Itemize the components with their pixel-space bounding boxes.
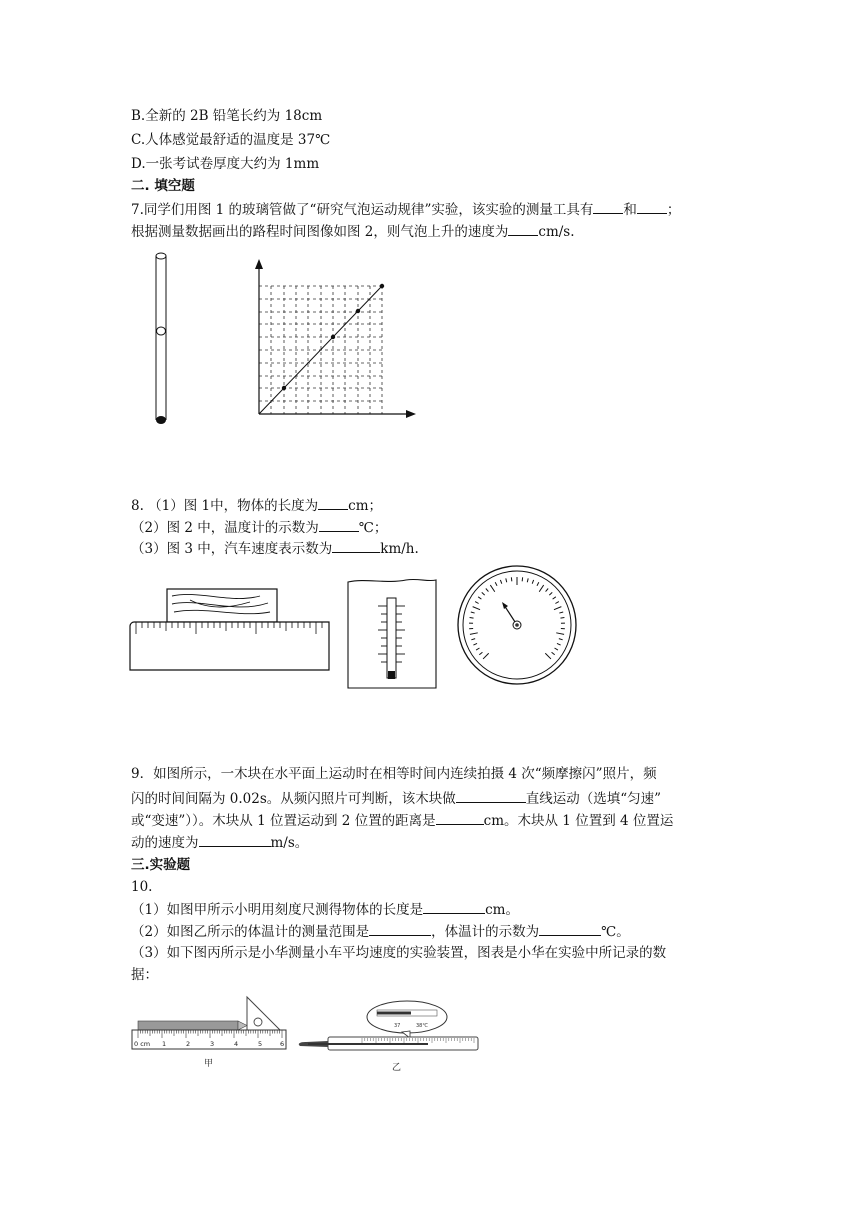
dial-tick (470, 617, 474, 618)
answer-blank (332, 539, 380, 553)
q10-text: （2）如图乙所示的体温计的测量范围是 (131, 924, 370, 940)
clinical-thermometer-figure (292, 1000, 492, 1074)
option-d: D.一张考试卷厚度大约为 1mm (131, 156, 320, 172)
q7-text: cm/s. (538, 224, 575, 240)
q10-number: 10. (131, 879, 153, 895)
ruler-jia-label: 6 (280, 1040, 285, 1048)
ruler-jia-label: 3 (210, 1040, 215, 1048)
distance-time-graph (250, 255, 430, 425)
q7-line1 (131, 200, 680, 219)
figure-label-yi: 乙 (392, 1063, 402, 1073)
figure-label-jia: 甲 (204, 1059, 214, 1069)
q8-line1 (131, 496, 382, 515)
q10-line1 (131, 900, 519, 919)
q7-text: 和 (623, 202, 637, 218)
q10-line4: 据： (131, 967, 158, 983)
ruler-jia-label: 2 (186, 1040, 191, 1048)
answer-blank (436, 811, 484, 825)
answer-blank (318, 496, 348, 510)
q9-line2 (131, 789, 661, 808)
ruler-jia-label: 1 (162, 1040, 167, 1048)
ruler-jia-label: 0 cm (134, 1040, 151, 1048)
q9-line4 (131, 833, 308, 852)
dial-tick (560, 617, 564, 618)
answer-blank (369, 922, 431, 936)
q10-line2 (131, 922, 630, 941)
bubble-label: 38℃ (416, 1023, 428, 1029)
answer-blank (539, 922, 601, 936)
q9-text: 直线运动（选填“匀速” (525, 791, 662, 807)
thermometer-figure (346, 578, 438, 690)
q9-text: 闪的时间间隔为 0.02s。从频闪照片可判断，该木块做 (131, 791, 456, 807)
q9-text: cm。木块从 1 位置到 4 位置运 (483, 813, 674, 829)
q8-line3 (131, 539, 419, 558)
ruler-jia-label: 4 (234, 1040, 239, 1048)
option-c: C.人体感觉最舒适的温度是 37℃ (131, 132, 331, 148)
q9-text: m/s。 (270, 835, 309, 851)
glass-tube-figure (150, 250, 180, 430)
q10-text: cm。 (485, 902, 519, 918)
q9-text: 动的速度为 (131, 835, 199, 851)
q8-line2 (131, 518, 387, 537)
q10-text: ，体温计的示数为 (431, 924, 540, 940)
q10-line3: （3）如下图丙所示是小华测量小车平均速度的实验装置，图表是小华在实验中所记录的数 (131, 945, 667, 961)
q8-text: 8. （1）图 1中，物体的长度为 (131, 498, 319, 514)
ruler-with-block-figure (130, 588, 335, 672)
bubble-label: 37 (394, 1023, 401, 1029)
q10-text: （1）如图甲所示小明用刻度尺测得物体的长度是 (131, 902, 424, 918)
speedometer-figure (456, 564, 578, 686)
answer-blank (593, 200, 623, 214)
ruler-jia-figure (130, 994, 290, 1072)
answer-blank (637, 200, 667, 214)
q8-text: km/h. (380, 541, 419, 557)
q8-text: cm； (348, 498, 383, 514)
q7-text: 根据测量数据画出的路程时间图像如图 2，则气泡上升的速度为 (131, 224, 509, 240)
section-title-experiment: 三.实验题 (131, 857, 191, 873)
answer-blank (456, 789, 526, 803)
ruler-jia-label: 5 (258, 1040, 263, 1048)
q7-text: ； (666, 202, 681, 218)
q8-text: （2）图 2 中，温度计的示数为 (131, 520, 319, 536)
answer-blank (319, 518, 359, 532)
q10-text: ℃。 (601, 924, 630, 940)
q7-line2 (131, 222, 575, 241)
answer-blank (199, 833, 271, 847)
q7-text: 7.同学们用图 1 的玻璃管做了“研究气泡运动规律”实验，该实验的测量工具有 (131, 202, 594, 218)
option-b: B.全新的 2B 铅笔长约为 18cm (131, 108, 323, 124)
q8-text: （3）图 3 中，汽车速度表示数为 (131, 541, 333, 557)
q8-text: ℃； (358, 520, 388, 536)
answer-blank (423, 900, 485, 914)
q9-text: 或“变速”））。木块从 1 位置运动到 2 位置的距离是 (131, 813, 436, 829)
answer-blank (508, 222, 538, 236)
q9-line3 (131, 811, 673, 830)
section-title-fill-blank: 二. 填空题 (131, 178, 195, 194)
q9-line1: 9．如图所示，一木块在水平面上运动时在相等时间内连续拍摄 4 次“频摩擦闪”照片，频 (131, 766, 657, 782)
